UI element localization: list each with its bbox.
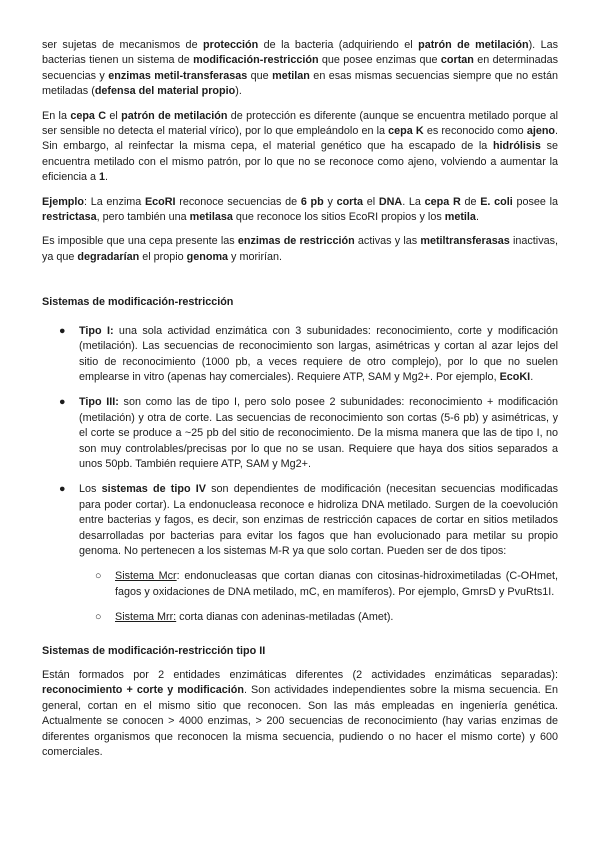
text: que bbox=[247, 69, 273, 82]
text: : endonucleasas que cortan dianas con citosinas-hidroximetiladas (C-OHmet, fagos y oxidaciones de DNA metilado, mC, en mamíferos). Por ejemplo, GmrsD y PvuRts1I. bbox=[115, 570, 558, 598]
bold-text: hidrólisis bbox=[492, 140, 541, 153]
bold-text: patrón de metilación bbox=[121, 109, 228, 122]
bold-text: cepa C bbox=[70, 109, 107, 122]
bold-text: Tipo I: bbox=[79, 324, 114, 337]
text: el bbox=[106, 109, 122, 122]
bold-text: patrón de metilación bbox=[418, 39, 529, 51]
text: ser sujetas de mecanismos de bbox=[42, 39, 204, 51]
paragraph-tipo-ii bbox=[42, 668, 558, 760]
bold-text: sistemas de tipo IV bbox=[101, 483, 206, 496]
section-heading: Sistemas de modificación-restricción bbox=[42, 296, 234, 309]
underlined-text: Sistema Mrr: bbox=[115, 611, 177, 624]
text: . Son actividades independientes sobre la misma secuencia. En general, cortan en el mismo sitio que reconocen. Son las más empleadas en ingeniería genética. Actualmente se conocen > 4000 enzimas, > 200 secuencias de reconocimiento (hay varias enzimas de diferentes organismos que reconocen la misma secuencia, pudiendo o no hacer el mismo corte) y 600 comerciales. bbox=[42, 684, 558, 759]
text: que posee enzimas que bbox=[318, 54, 441, 67]
text: . bbox=[105, 171, 109, 184]
bold-text: Ejemplo bbox=[42, 195, 84, 208]
sub-item-mcr bbox=[79, 569, 558, 600]
bold-text: cortan bbox=[440, 54, 474, 67]
bold-text: cepa R bbox=[424, 195, 461, 208]
bold-text: EcoRI bbox=[144, 195, 176, 208]
text: en esas mismas secuencias siempre que no están metiladas ( bbox=[42, 69, 558, 98]
text: . Sin embargo, al reinfectar la misma cepa, el material genético que ha escapado de la bbox=[42, 125, 559, 153]
text: son como las de tipo I, pero solo posee 2 subunidades: reconocimiento + modificación (metilación) y otra de corte. Las secuencias de reconocimiento son cortas (5-6 pb) y asimétricas, y el corte se produce a ~25 pb del sitio de reconocimiento. De la misma manera que las de tipo I, no son muy controlables/precisas por lo que no se usan. Requiere que haya dos sitios separados a unos 50pb. También requiere ATP, SAM y Mg2+. bbox=[79, 396, 558, 470]
bold-text: corta bbox=[336, 195, 363, 208]
underlined-text: Sistema Mcr bbox=[115, 570, 177, 583]
text: corta dianas con adeninas-metiladas (Amet). bbox=[176, 611, 394, 624]
text: ). bbox=[235, 85, 242, 98]
list-item-tipo-iii bbox=[42, 395, 558, 472]
text: . La bbox=[402, 195, 425, 208]
text: de protección es diferente (aunque se encuentra metilado porque al ser sensible no detecta el material vírico), por lo que empleándolo en la bbox=[42, 109, 559, 138]
bold-text: modificación-restricción bbox=[193, 54, 319, 67]
bold-text: metila bbox=[444, 211, 476, 224]
bold-text: degradarían bbox=[77, 250, 140, 263]
paragraph-imposible bbox=[42, 234, 558, 265]
text: el bbox=[362, 195, 379, 208]
text: Los bbox=[79, 483, 102, 496]
paragraph-cepa-c bbox=[42, 109, 558, 186]
text: y morirían. bbox=[228, 250, 283, 263]
bold-text: reconocimiento + corte y modificación bbox=[42, 684, 244, 697]
circle-bullet-icon: ○ bbox=[95, 570, 102, 583]
text: . bbox=[475, 211, 479, 224]
paragraph-ejemplo bbox=[42, 195, 558, 226]
text: de la bacteria (adquiriendo el bbox=[258, 39, 419, 51]
text: : La enzima bbox=[84, 195, 145, 208]
bullet-icon: ● bbox=[59, 396, 66, 409]
text: el propio bbox=[139, 250, 187, 263]
text: Es imposible que una cepa presente las bbox=[42, 235, 238, 248]
bold-text: metilasa bbox=[189, 211, 233, 224]
text: reconoce secuencias de bbox=[175, 195, 301, 208]
bullet-icon: ● bbox=[59, 324, 66, 337]
list-item-tipo-i bbox=[42, 324, 558, 386]
text: una sola actividad enzimática con 3 subunidades: reconocimiento, corte y modificación (metilación). Las secuencias de reconocimiento son largas, asimétricas y cortan al azar lejos del sitio de reconocimiento (1000 pb, a veces requiere de otro complejo), por lo que no suelen emplearse in vitro (apenas hay comerciales). Requiere ATP, SAM y Mg2+. Por ejemplo, bbox=[79, 324, 558, 383]
sub-item-mrr bbox=[79, 610, 558, 625]
paragraph-proteccion bbox=[42, 38, 558, 100]
types-list bbox=[42, 324, 558, 626]
bold-text: restrictasa bbox=[42, 211, 97, 224]
bold-text: E. coli bbox=[480, 195, 513, 208]
text: Están formados por 2 entidades enzimáticas diferentes (2 actividades enzimáticas separadas): bbox=[42, 669, 558, 681]
text: . bbox=[530, 370, 534, 383]
text: ). Las bacterias tienen un sistema de bbox=[42, 39, 559, 67]
bullet-icon: ● bbox=[59, 483, 66, 496]
bold-text: cepa K bbox=[388, 125, 424, 138]
bold-text: protección bbox=[203, 39, 259, 51]
text: de bbox=[460, 195, 481, 208]
text: que reconoce los sitios EcoRI propios y los bbox=[232, 211, 445, 224]
bold-text: Tipo III: bbox=[79, 396, 119, 409]
circle-bullet-icon: ○ bbox=[95, 611, 102, 624]
bold-text: enzimas de restricción bbox=[237, 235, 355, 248]
text: , pero también una bbox=[96, 211, 190, 224]
bold-text: metiltransferasas bbox=[420, 235, 510, 248]
text: es reconocido como bbox=[423, 125, 527, 138]
bold-text: enzimas metil-transferasas bbox=[108, 69, 248, 82]
bold-text: defensa del material propio bbox=[94, 85, 236, 98]
text: posee la bbox=[512, 195, 558, 208]
text: inactivas, ya que bbox=[42, 235, 558, 263]
text: en determinadas secuencias y bbox=[42, 54, 558, 82]
text: son dependientes de modificación (necesitan secuencias modificadas para poder cortar). La endonucleasa reconoce e hidroliza DNA metilado. Surgen de la coevolución entre bacterias y fagos, es decir, son enzimas de restricción capaces de cortar en sitios metilados desarrolladas por bacterias para evitar los fagos que han evolucionado para metilar su propio genoma. No pertenecen a los sistemas M-R ya que solo cortan. Pueden ser de dos tipos: bbox=[79, 483, 558, 557]
text: activas y las bbox=[354, 235, 421, 248]
bold-text: genoma bbox=[186, 250, 229, 263]
bold-text: 6 pb bbox=[300, 195, 324, 208]
section-heading-tipo-ii: Sistemas de modificación-restricción tipo II bbox=[42, 644, 266, 657]
subtypes-list bbox=[79, 569, 558, 625]
text: y bbox=[323, 195, 337, 208]
text: se encuentra metilado con el mismo patrón, por lo que no se reconoce como ajeno, volviendo a aumentar la eficiencia a bbox=[42, 140, 558, 184]
bold-text: DNA bbox=[378, 195, 403, 208]
bold-text: 1 bbox=[99, 171, 106, 184]
bold-text: metilan bbox=[272, 69, 310, 82]
bold-text: EcoKI bbox=[499, 370, 531, 383]
bold-text: ajeno bbox=[526, 125, 556, 138]
text: En la bbox=[42, 109, 71, 122]
list-item-tipo-iv bbox=[42, 482, 558, 625]
